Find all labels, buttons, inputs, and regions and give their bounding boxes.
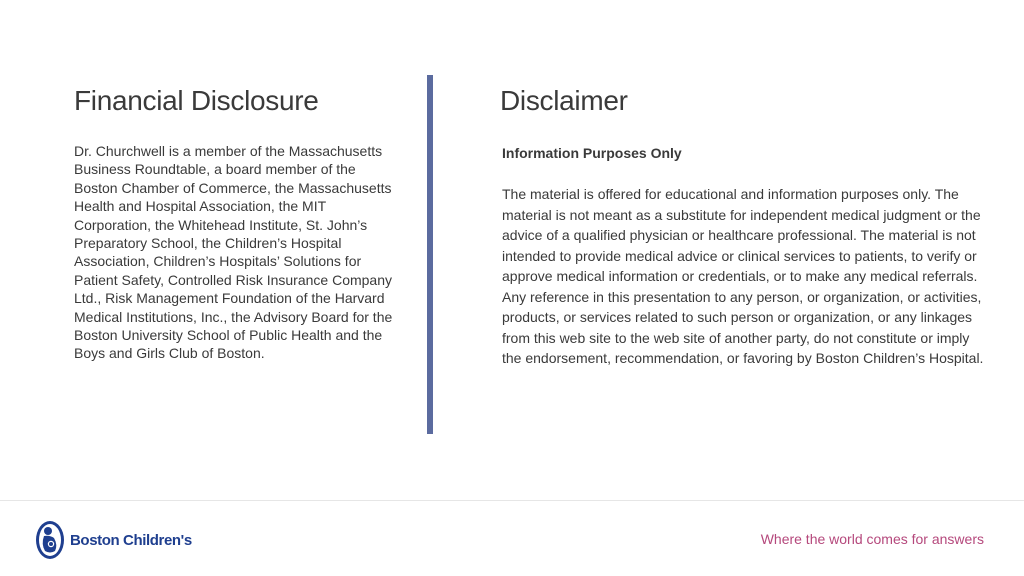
disclaimer-text: The material is offered for educational and information purposes only. The material is not meant as a substitute for independent medical judgment or the advice of a qualified physician or healthcare professional. The material is not intended to provide medical advice or clinical services to patients, to verify or approve medical information or credentials, or to make any medical referrals. Any reference in this presentation to any person, or organization, or activities, products, or services related to such person or organization, or any linkages from this web site to the web site of another party, do not constitute or imply the endorsement, recommendation, or favoring by Boston Children’s Hospital. bbox=[502, 186, 984, 366]
financial-disclosure-text: Dr. Churchwell is a member of the Massachusetts Business Roundtable, a board member of the Boston Chamber of Commerce, the Massachusetts Health and Hospital Association, the MIT Corporation, the Whitehead Institute, St. John’s Preparatory School, the Children’s Hospital Association, Children’s Hospitals’ Solutions for Patient Safety, Controlled Risk Insurance Company Ltd., Risk Management Foundation of the Harvard Medical Institutions, Inc., the Advisory Board for the Boston University School of Public Health and the Boys and Girls Club of Boston. bbox=[74, 143, 393, 362]
mother-child-logo-icon bbox=[35, 520, 65, 560]
boston-childrens-logo bbox=[35, 520, 192, 560]
footer bbox=[0, 500, 1024, 576]
financial-disclosure-heading: Financial Disclosure bbox=[74, 85, 319, 116]
tagline: Where the world comes for answers bbox=[760, 531, 984, 547]
logo-text: Boston Children's bbox=[70, 531, 192, 549]
vertical-divider bbox=[427, 75, 433, 434]
disclaimer-subheading: Information Purposes Only bbox=[502, 145, 682, 161]
disclaimer-heading: Disclaimer bbox=[500, 85, 628, 116]
